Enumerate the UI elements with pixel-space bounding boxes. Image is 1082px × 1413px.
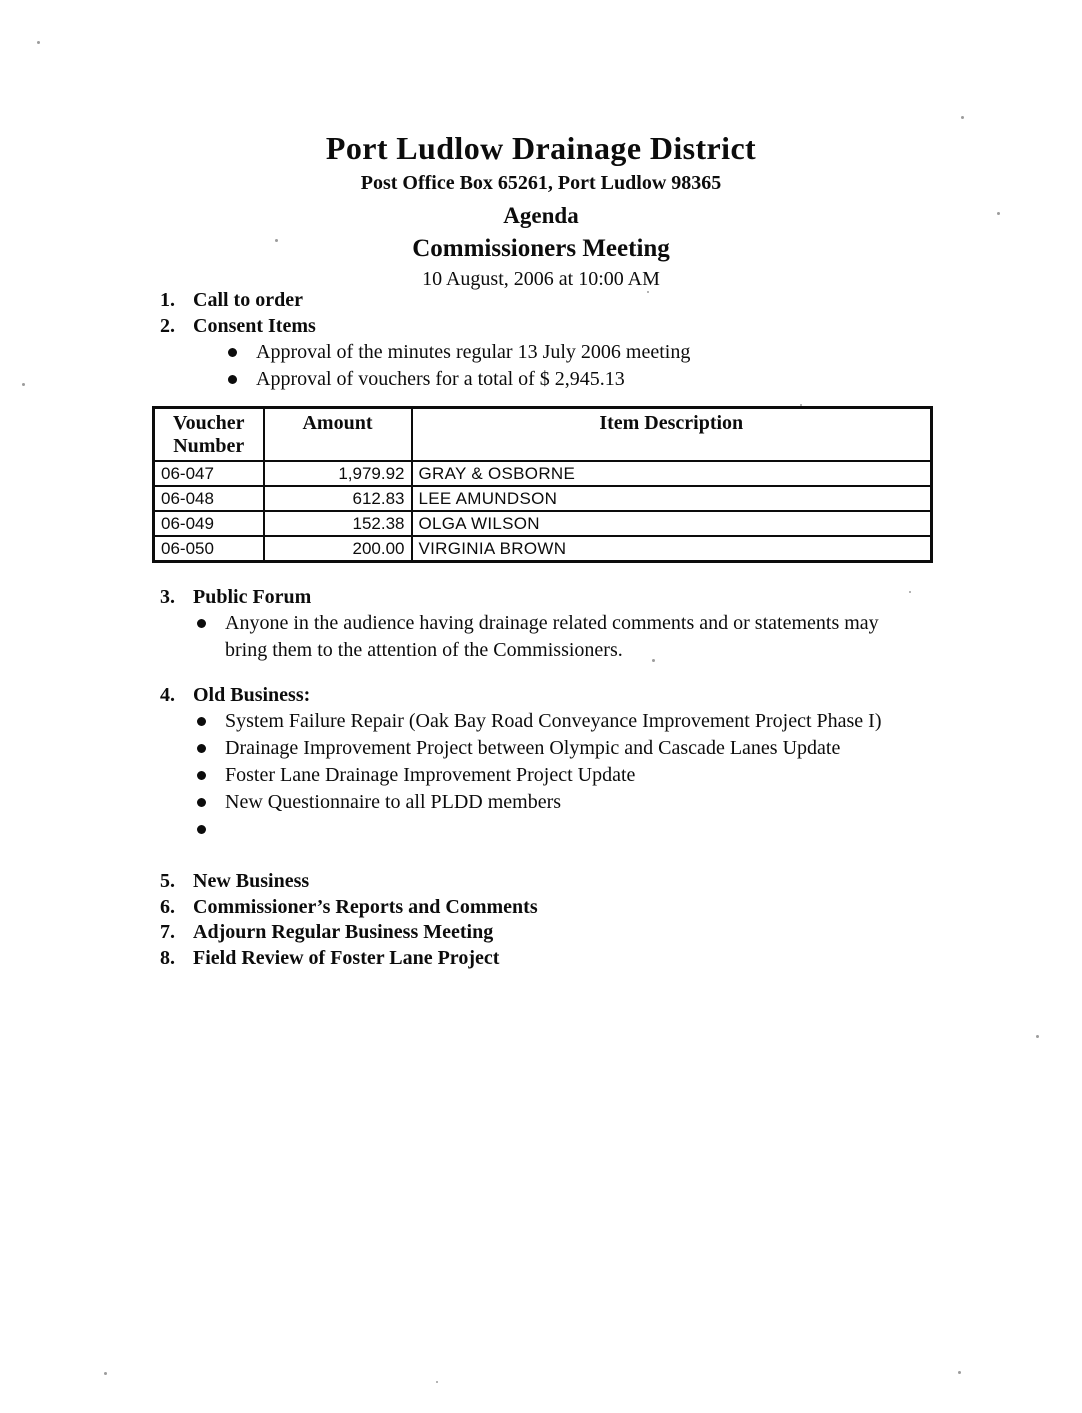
meeting-datetime: 10 August, 2006 at 10:00 AM [422,268,660,291]
document-title: Port Ludlow Drainage District [325,130,757,166]
scan-speck [1036,1035,1039,1038]
table-row [154,486,932,511]
agenda-section-1-2 [160,287,960,393]
item-number: 2. [160,315,175,337]
bullet-icon [197,771,206,780]
voucher-table [152,406,933,563]
bullet-item [197,708,980,735]
table-row [154,511,932,536]
column-header-item-description: Item Description [412,408,932,462]
agenda-item-3 [160,584,960,610]
scan-speck [909,591,911,593]
agenda-item-1 [160,287,960,313]
bullet-icon [228,375,237,384]
table-row [154,461,932,486]
bullet-text: Approval of vouchers for a total of $ 2,945.13 [256,368,625,390]
table-header-row [154,408,932,462]
bullet-icon [197,717,206,726]
bullet-icon [228,348,237,357]
bullet-icon [197,744,206,753]
bullet-text: New Questionnaire to all PLDD members [225,791,562,813]
agenda-item-6 [160,895,860,921]
agenda-item-2 [160,313,960,339]
bullet-text: Approval of the minutes regular 13 July 2006 meeting [256,341,691,363]
bullet-item [197,762,980,789]
scan-speck [436,1381,438,1383]
item-label: Consent Items [193,315,316,337]
agenda-section-5-8 [160,869,860,971]
bullet-item [228,366,960,393]
agenda-section-3 [160,584,960,664]
item-label: Call to order [193,289,303,311]
description-cell: VIRGINIA BROWN [412,536,932,562]
table-row [154,536,932,562]
voucher-cell: 06-047 [154,461,264,486]
bullet-text: Anyone in the audience having drainage related comments and or statements may bring them to the attention of the Commissioners. [225,612,879,661]
scan-speck [22,383,25,386]
bullet-text: Drainage Improvement Project between Olympic and Cascade Lanes Update [225,737,841,759]
bullet-icon [197,825,206,834]
agenda-item-7 [160,920,860,946]
scan-speck [997,212,1000,215]
document-address: Post Office Box 65261, Port Ludlow 98365 [360,172,722,195]
item-number: 6. [160,895,175,918]
item-number: 1. [160,289,175,311]
meeting-title: Commissioners Meeting [412,235,670,263]
bullet-item [197,610,960,664]
voucher-cell: 06-049 [154,511,264,536]
bullet-text: System Failure Repair (Oak Bay Road Conveyance Improvement Project Phase I) [225,710,882,732]
bullet-item-empty [197,816,980,834]
scan-speck [961,116,964,119]
document-type: Agenda [503,203,579,229]
item-number: 8. [160,946,175,969]
bullet-item [197,735,980,762]
description-cell: LEE AMUNDSON [412,486,932,511]
bullet-text: Foster Lane Drainage Improvement Project Update [225,764,636,786]
scan-speck [104,1372,107,1375]
amount-cell: 152.38 [264,511,412,536]
item-number: 4. [160,684,175,706]
agenda-section-4 [160,682,980,834]
amount-cell: 1,979.92 [264,461,412,486]
agenda-item-8 [160,946,860,972]
document-header [0,131,1082,291]
voucher-table-container [152,406,933,563]
item-label: New Business [193,870,310,892]
voucher-cell: 06-048 [154,486,264,511]
voucher-cell: 06-050 [154,536,264,562]
scan-speck [958,1371,961,1374]
item-number: 3. [160,586,175,608]
bullet-item [197,789,980,816]
scan-speck [37,41,40,44]
bullet-icon [197,619,206,628]
amount-cell: 612.83 [264,486,412,511]
column-header-amount: Amount [264,408,412,462]
scan-speck [275,239,278,242]
column-header-voucher-number: Voucher Number [154,408,264,462]
bullet-item [228,339,960,366]
item-label: Field Review of Foster Lane Project [193,946,500,969]
item-label: Old Business: [193,684,311,706]
description-cell: GRAY & OSBORNE [412,461,932,486]
item-label: Public Forum [193,586,312,608]
agenda-item-4 [160,682,980,708]
scan-speck [800,404,802,406]
item-label: Adjourn Regular Business Meeting [193,921,494,943]
item-number: 5. [160,870,175,892]
item-label: Commissioner’s Reports and Comments [193,895,538,918]
amount-cell: 200.00 [264,536,412,562]
scan-speck [647,291,649,293]
scan-speck [652,659,655,662]
description-cell: OLGA WILSON [412,511,932,536]
agenda-item-5 [160,869,860,895]
bullet-icon [197,798,206,807]
item-number: 7. [160,921,175,943]
